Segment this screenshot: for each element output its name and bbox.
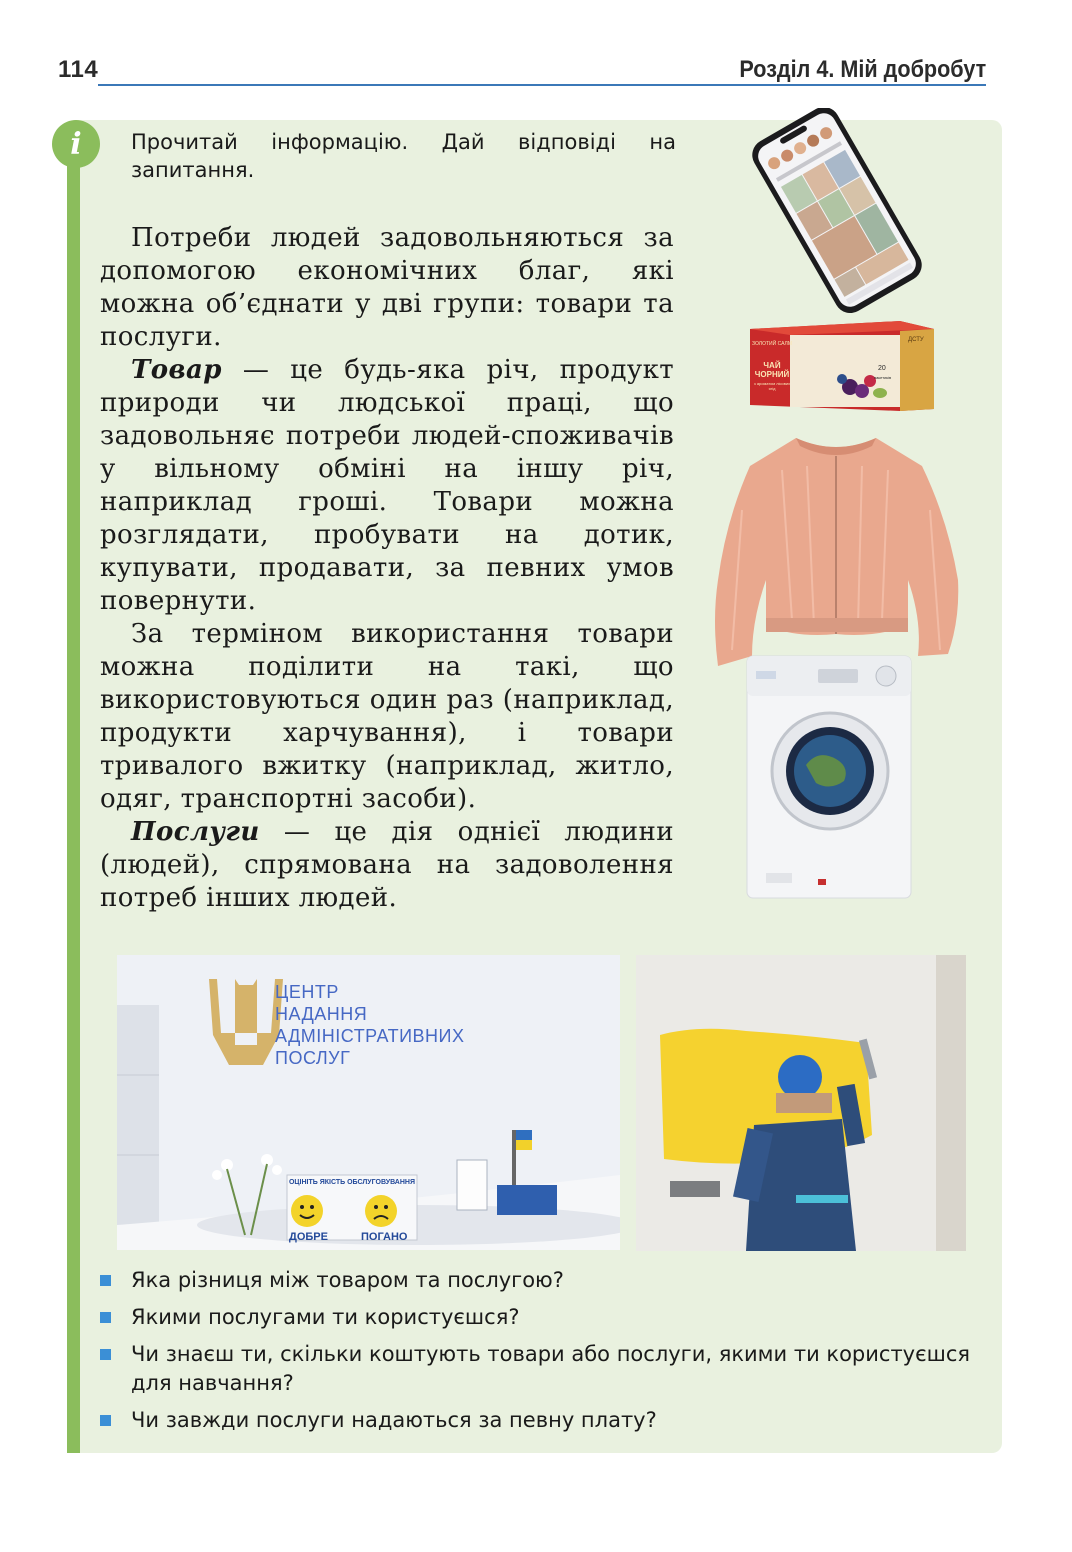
paragraph — [100, 816, 674, 915]
bullet-square-icon — [100, 1312, 111, 1323]
question-text: Яка різниця між товаром та послугою? — [131, 1268, 564, 1292]
page-number: 114 — [58, 56, 99, 83]
bullet-square-icon — [100, 1349, 111, 1360]
center-sign-line4: ПОСЛУГ — [275, 1048, 351, 1068]
question-text: Якими послугами ти користуєшся? — [131, 1305, 520, 1329]
center-sign-line3: АДМІНІСТРАТИВНИХ — [275, 1026, 465, 1046]
paragraph-text: Потреби людей задовольняються за допомогою економічних благ, які можна об’єднати у дві групи: товари та послуги. — [100, 223, 674, 352]
list-item — [98, 1266, 993, 1295]
tea-box-image — [750, 321, 934, 411]
info-icon — [52, 120, 100, 168]
washing-machine-image — [746, 655, 912, 899]
tea-count: 20 — [878, 365, 886, 372]
term-poslugy: Послуги — [131, 817, 260, 847]
main-text — [100, 222, 674, 915]
paragraph — [100, 222, 674, 354]
section-title: Розділ 4. Мій добробут — [739, 56, 986, 83]
center-sign-line2: НАДАННЯ — [275, 1004, 368, 1024]
rating-bad-label: ПОГАНО — [361, 1231, 408, 1243]
header-divider — [98, 84, 986, 86]
tea-label — [752, 361, 792, 379]
paragraph-text: За терміном використання товари можна поділити на такі, що використовуються один раз (наприклад, продукти харчування), і товари тривалого вжитку (наприклад, житло, одяг, транспортні засоби). — [100, 619, 674, 814]
admin-services-center-photo — [117, 955, 620, 1250]
instruction-text: Прочитай інформацію. Дай відповіді на запитання. — [131, 130, 676, 182]
bullet-square-icon — [100, 1415, 111, 1426]
rating-good-label: ДОБРЕ — [289, 1231, 328, 1243]
painter-photo — [636, 955, 966, 1251]
paragraph-text: — це дія однієї людини (людей), спрямована на задоволення потреб інших людей. — [100, 817, 674, 913]
term-tovar: Товар — [131, 355, 222, 385]
info-panel-accent-bar — [67, 140, 80, 1453]
info-icon-letter: i — [70, 126, 82, 162]
paragraph — [100, 618, 674, 816]
list-item — [98, 1406, 993, 1435]
tea-count-unit: пакетиків — [874, 375, 892, 380]
center-sign-text — [275, 981, 464, 1069]
tea-label-line2: ЧОРНИЙ — [754, 370, 790, 379]
tea-brand: ЗОЛОТИЙ САЛМ — [752, 341, 792, 347]
tea-label-line1: ЧАЙ — [763, 361, 781, 370]
smartphone-image — [746, 108, 928, 313]
tea-sub: з ароматом лісових ягід — [753, 381, 791, 391]
center-sign-line1: ЦЕНТР — [275, 982, 339, 1002]
list-item — [98, 1340, 993, 1398]
questions-list — [98, 1266, 993, 1443]
rating-title: ОЦІНІТЬ ЯКІСТЬ ОБСЛУГОВУВАННЯ — [288, 1179, 416, 1186]
paragraph-text: — це будь-яка річ, продукт природи чи людської праці, що задовольняє потреби людей-споживачів у вільному обміні на іншу річ, наприклад гроші. Товари можна розглядати, пробувати на дотик, купувати, продавати, за певних умов повернути. — [100, 355, 674, 616]
question-text: Чи знаєш ти, скільки коштують товари або послуги, якими ти користуєшся для навчання? — [131, 1342, 971, 1395]
jacket-image — [712, 430, 960, 670]
bullet-square-icon — [100, 1275, 111, 1286]
tea-dstu: ДСТУ — [908, 337, 924, 343]
question-text: Чи завжди послуги надаються за певну плату? — [131, 1408, 657, 1432]
list-item — [98, 1303, 993, 1332]
paragraph — [100, 354, 674, 618]
